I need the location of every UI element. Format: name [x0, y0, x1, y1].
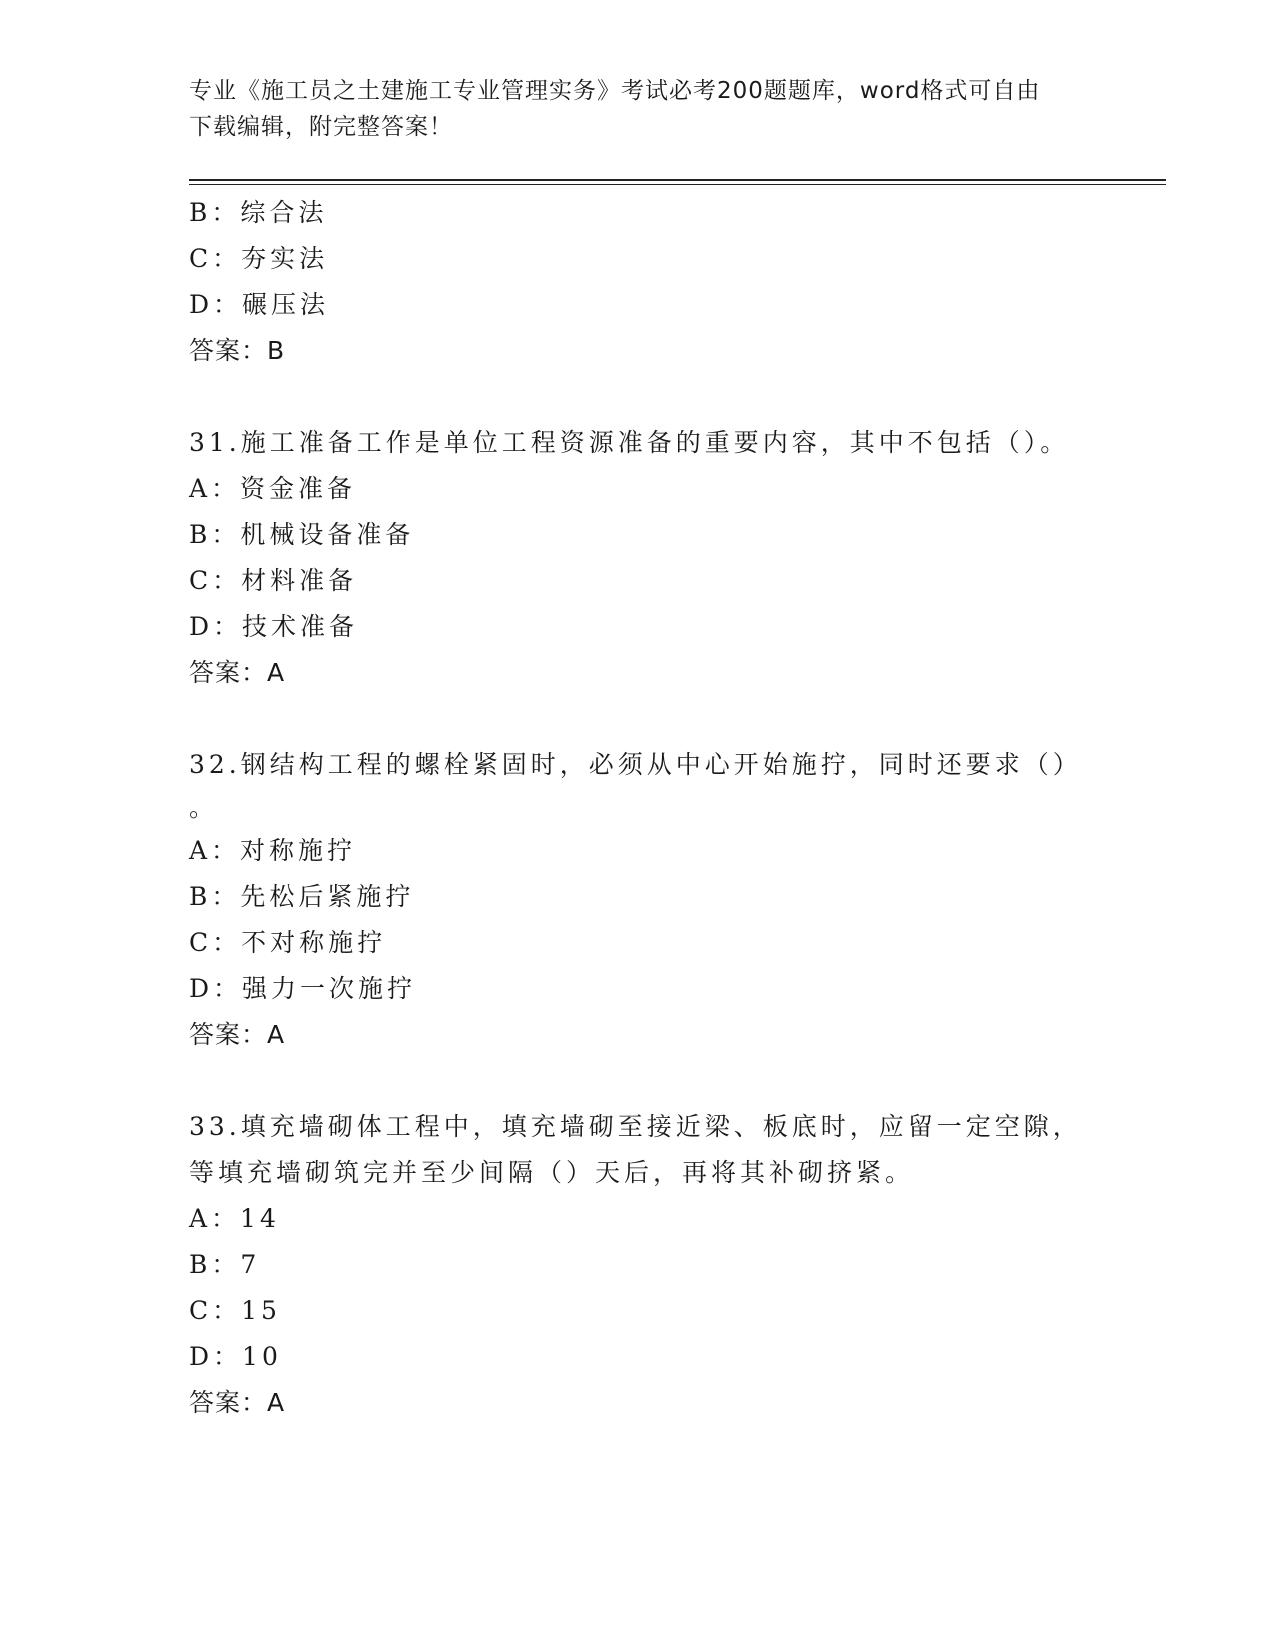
question-list — [189, 190, 1089, 1426]
answer-line: 答案：B — [189, 336, 286, 365]
option-d: D：10 — [189, 1342, 282, 1371]
answer-line: 答案：A — [189, 1020, 286, 1049]
question-32 — [189, 742, 1089, 1058]
option-d: D：技术准备 — [189, 612, 359, 641]
question-33 — [189, 1104, 1089, 1426]
header-divider-thin — [189, 184, 1166, 185]
option-d: D：强力一次施拧 — [189, 974, 417, 1003]
option-b: B：综合法 — [189, 198, 328, 227]
question-text: 31.施工准备工作是单位工程资源准备的重要内容，其中不包括（）。 — [189, 428, 1070, 457]
question-31 — [189, 420, 1089, 696]
question-text: 33.填充墙砌体工程中，填充墙砌至接近梁、板底时，应留一定空隙，等填充墙砌筑完并至少间隔（）天后，再将其补砌挤紧。 — [189, 1112, 1082, 1187]
option-c: C：不对称施拧 — [189, 928, 387, 957]
option-a: A：14 — [189, 1204, 280, 1233]
header-line-2: 下载编辑，附完整答案！ — [189, 114, 453, 140]
option-c: C：夯实法 — [189, 244, 329, 273]
question-gap — [189, 696, 1089, 742]
question-text-tail: 。 — [189, 793, 215, 822]
question-gap — [189, 1058, 1089, 1104]
document-header — [189, 73, 1089, 145]
option-d: D：碾压法 — [189, 290, 330, 319]
header-divider-thick — [189, 179, 1166, 181]
option-b: B：机械设备准备 — [189, 520, 415, 549]
option-c: C：15 — [189, 1296, 281, 1325]
option-b: B：先松后紧施拧 — [189, 882, 415, 911]
option-a: A：资金准备 — [189, 474, 357, 503]
option-a: A：对称施拧 — [189, 836, 357, 865]
answer-line: 答案：A — [189, 1388, 286, 1417]
option-b: B：7 — [189, 1250, 261, 1279]
option-c: C：材料准备 — [189, 566, 358, 595]
answer-line: 答案：A — [189, 658, 286, 687]
question-gap — [189, 374, 1089, 420]
previous-question-tail — [189, 190, 1089, 374]
header-line-1: 专业《施工员之土建施工专业管理实务》考试必考200题题库，word格式可自由 — [189, 78, 1041, 104]
question-text: 32.钢结构工程的螺栓紧固时，必须从中心开始施拧，同时还要求（） — [189, 750, 1082, 779]
